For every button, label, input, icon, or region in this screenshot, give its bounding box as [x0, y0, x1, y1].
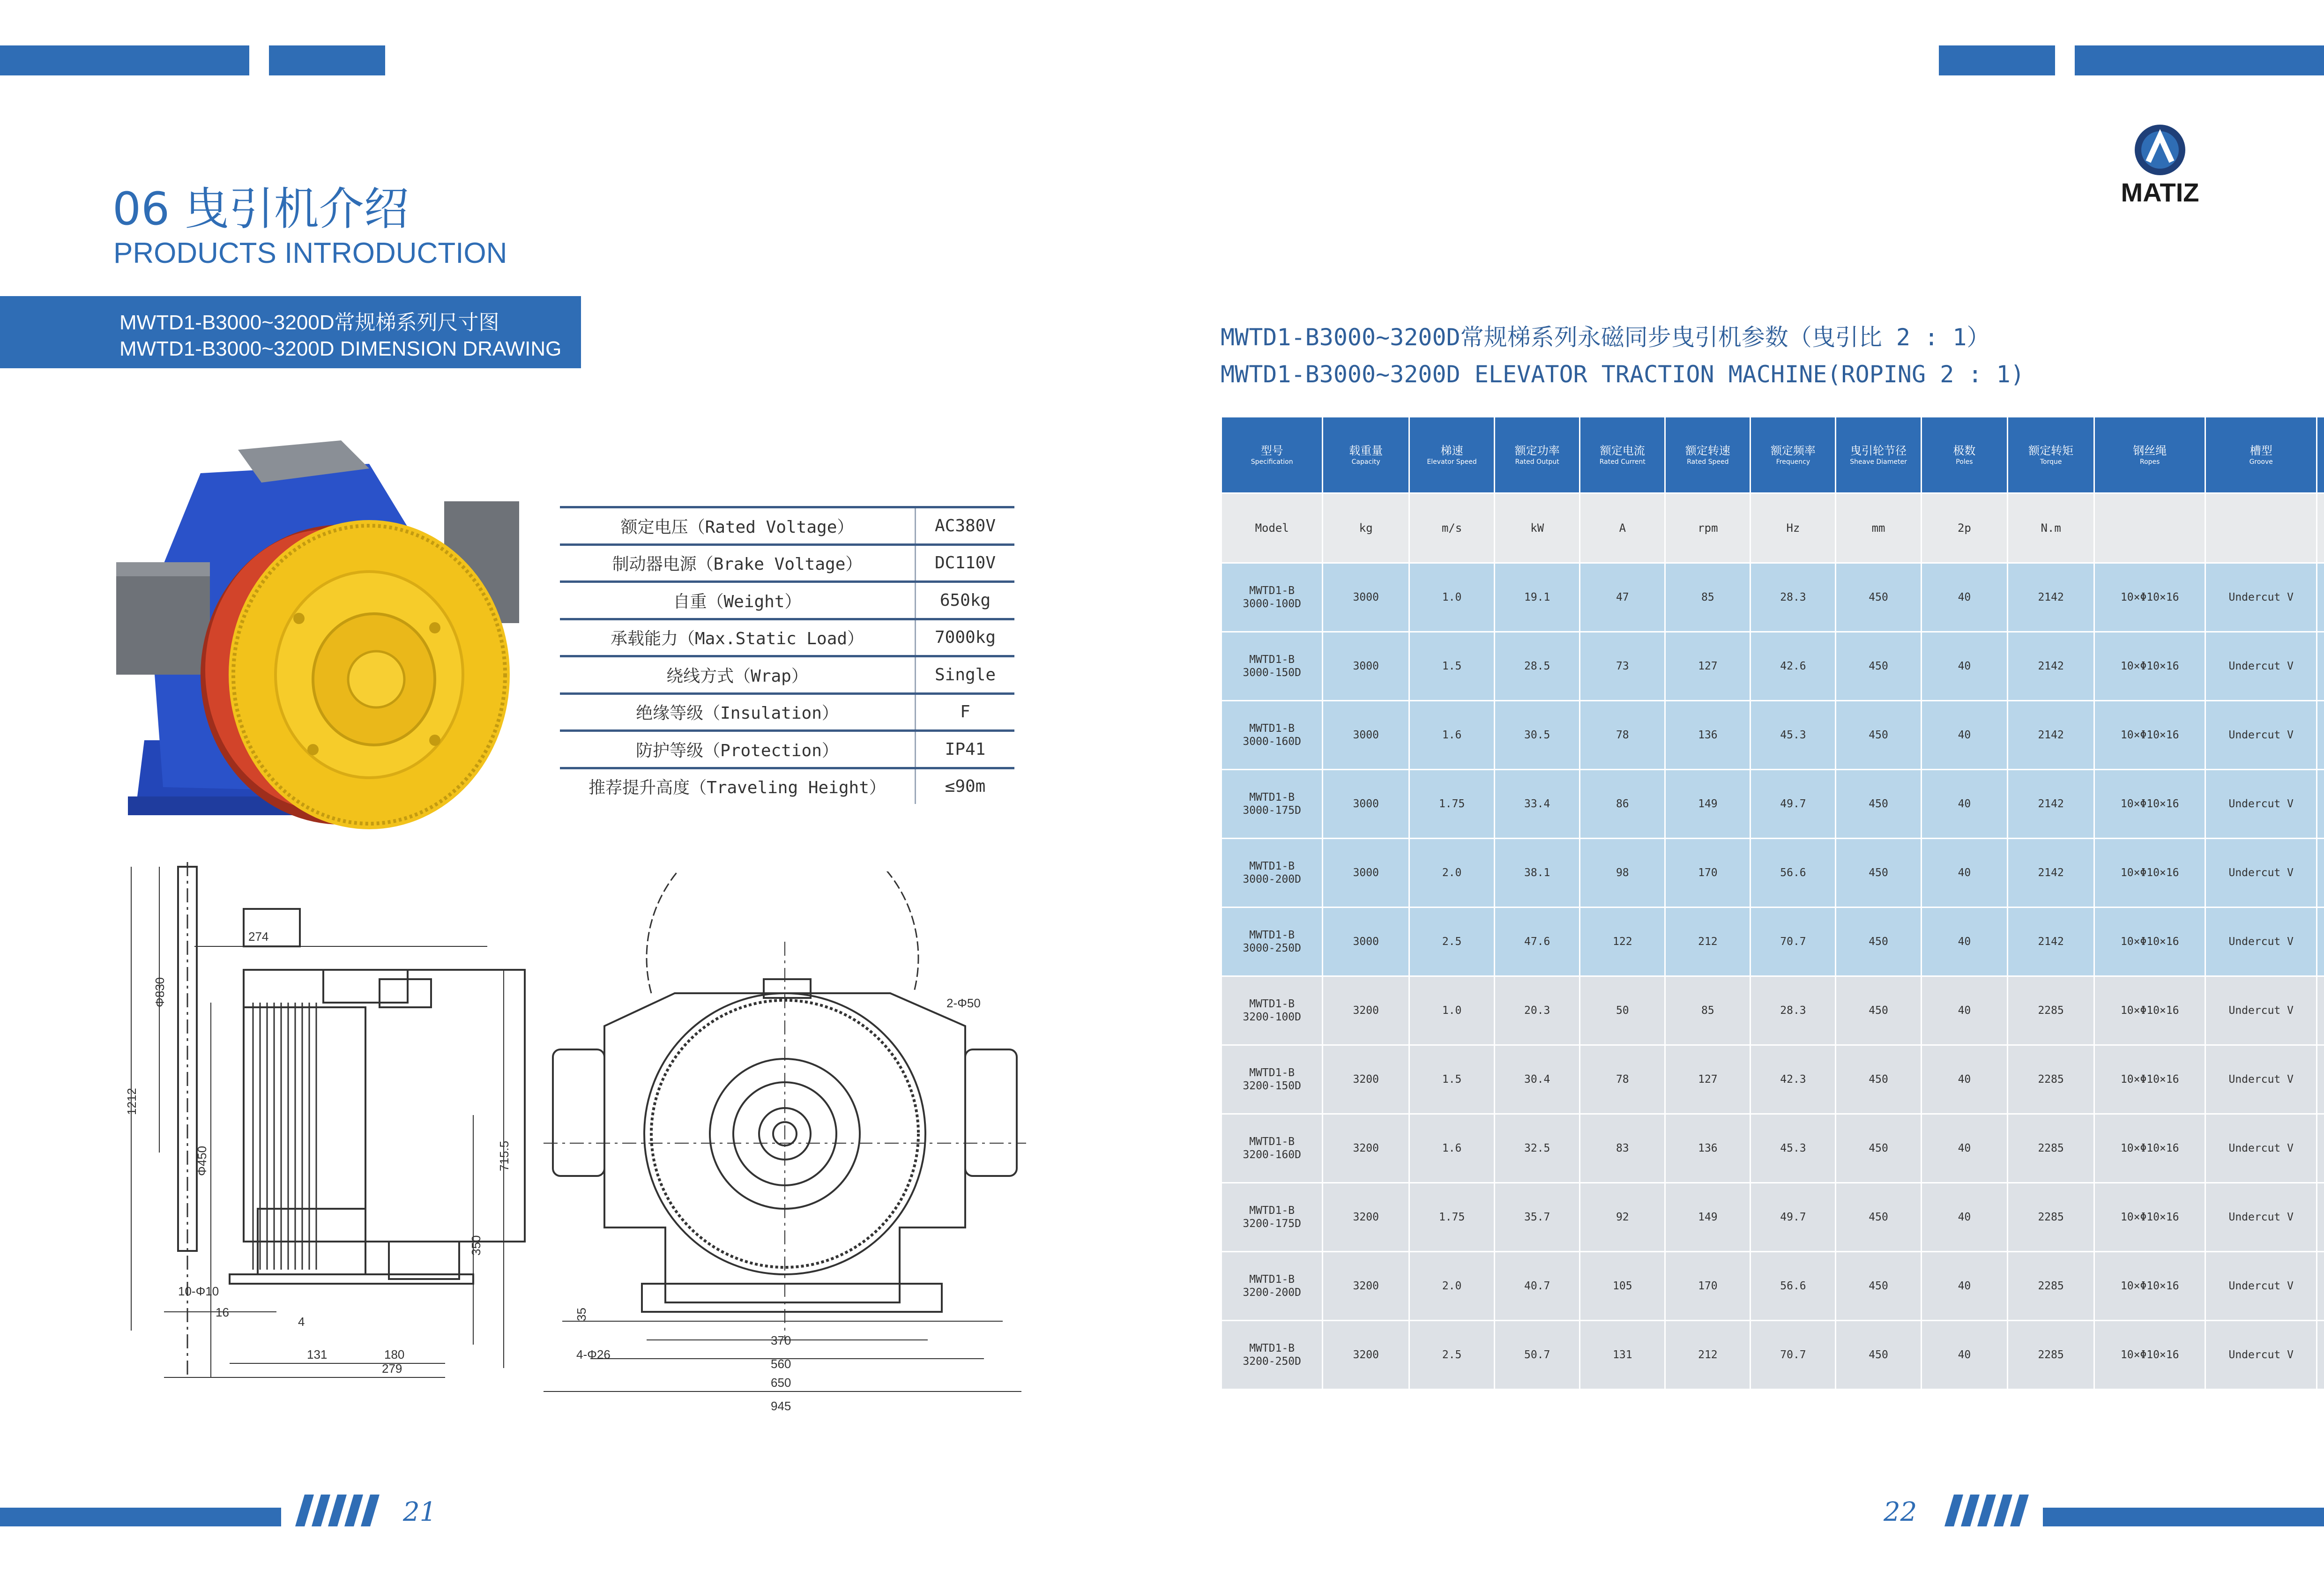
table-cell: 10×Φ10×16 [2094, 770, 2205, 839]
table-cell: 40 [1921, 976, 2008, 1045]
table-cell: Undercut V [2205, 701, 2317, 770]
model-cell [1222, 908, 1323, 976]
table-cell: 70.7 [1750, 1321, 1836, 1390]
table-cell: Undercut V [2205, 839, 2317, 908]
table-cell: 1.75 [1409, 1183, 1495, 1252]
table-cell: 42.6 [1750, 632, 1836, 701]
table-cell: 28.3 [1750, 976, 1836, 1045]
table-cell: Undercut V [2205, 1045, 2317, 1114]
col-header: 槽型 Groove [2205, 417, 2317, 493]
table-cell [2317, 839, 2324, 908]
unit-cell: Hz [1750, 493, 1836, 563]
model-line-2: 3000-150D [1243, 667, 1301, 679]
table-cell: 40 [1921, 839, 2008, 908]
dim-4: 4 [298, 1315, 305, 1329]
col-header: 曳引轮节径 Sheave Diameter [1836, 417, 1921, 493]
table-cell: 1.0 [1409, 563, 1495, 632]
table-cell: 450 [1836, 976, 1921, 1045]
unit-cell: N.m [2008, 493, 2094, 563]
band-title-cn: MWTD1-B3000~3200D常规梯系列尺寸图 [119, 311, 499, 334]
model-line-2: 3200-150D [1243, 1080, 1301, 1092]
spec-value: F [960, 702, 970, 722]
table-cell: Undercut V [2205, 563, 2317, 632]
table-cell: 2.5 [1409, 908, 1495, 976]
model-line-1: MWTD1-B [1249, 1205, 1295, 1217]
table-cell: 2142 [2008, 563, 2094, 632]
model-line-2: 3000-160D [1243, 736, 1301, 748]
model-line-1: MWTD1-B [1249, 998, 1295, 1010]
dim-2-holes: 2-Φ50 [946, 996, 981, 1010]
table-cell: 2142 [2008, 770, 2094, 839]
table-cell: 1.6 [1409, 701, 1495, 770]
model-cell [1222, 1252, 1323, 1321]
table-cell: 10×Φ10×16 [2094, 908, 2205, 976]
table-row [1222, 1114, 2324, 1183]
table-cell: 83 [1580, 1114, 1665, 1183]
unit-cell: 2p [1921, 493, 2008, 563]
unit-cell: Model [1222, 493, 1323, 563]
table-cell: 212 [1665, 908, 1750, 976]
table-cell: 49.7 [1750, 770, 1836, 839]
model-line-2: 3200-160D [1243, 1149, 1301, 1161]
spec-value: 7000kg [934, 628, 996, 647]
table-cell: 42.3 [1750, 1045, 1836, 1114]
top-bar-right-1 [1939, 45, 2055, 75]
table-cell: 122 [1580, 908, 1665, 976]
table-cell: 2142 [2008, 632, 2094, 701]
spec-row [560, 657, 1014, 695]
table-cell: 56.6 [1750, 839, 1836, 908]
table-cell: 92 [1580, 1183, 1665, 1252]
table-cell: 10×Φ10×16 [2094, 1045, 2205, 1114]
spec-label: 自重（Weight） [560, 583, 916, 618]
dim-279: 279 [382, 1361, 402, 1376]
spec-label: 额定电压（Rated Voltage） [560, 508, 916, 543]
unit-cell [2205, 493, 2317, 563]
table-cell: 3000 [1323, 701, 1409, 770]
model-cell [1222, 632, 1323, 701]
footer-stripes-left [0, 1495, 389, 1527]
table-cell: 45.3 [1750, 701, 1836, 770]
table-cell: 2285 [2008, 1183, 2094, 1252]
unit-cell: kW [1495, 493, 1580, 563]
table-cell: 450 [1836, 563, 1921, 632]
spec-row [560, 769, 1014, 804]
table-row [1222, 1252, 2324, 1321]
table-cell: 70.7 [1750, 908, 1836, 976]
unit-cell [2317, 493, 2324, 563]
model-cell [1222, 1045, 1323, 1114]
table-cell: 40 [1921, 770, 2008, 839]
model-line-2: 3200-175D [1243, 1218, 1301, 1230]
table-cell: 3000 [1323, 770, 1409, 839]
dim-1212: 1212 [125, 1088, 139, 1115]
brake-left [116, 562, 210, 675]
table-cell: 450 [1836, 770, 1921, 839]
col-header: 钢丝绳 Ropes [2094, 417, 2205, 493]
table-cell: Undercut V [2205, 1321, 2317, 1390]
side-view-drawing [117, 853, 539, 1387]
dim-4-holes: 4-Φ26 [576, 1347, 611, 1361]
model-line-2: 3200-200D [1243, 1287, 1301, 1299]
table-cell: 10×Φ10×16 [2094, 632, 2205, 701]
footer-stripes-right [1935, 1495, 2324, 1527]
spec-row [560, 508, 1014, 546]
spec-table [560, 506, 1014, 804]
table-cell: 10×Φ10×16 [2094, 1321, 2205, 1390]
table-cell: 10×Φ10×16 [2094, 1252, 2205, 1321]
table-cell: 32.5 [1495, 1114, 1580, 1183]
model-line-2: 3000-200D [1243, 873, 1301, 885]
model-cell [1222, 1321, 1323, 1390]
table-cell: 450 [1836, 701, 1921, 770]
table-cell: 3000 [1323, 839, 1409, 908]
model-line-1: MWTD1-B [1249, 654, 1295, 666]
table-cell: 170 [1665, 1252, 1750, 1321]
model-line-1: MWTD1-B [1249, 791, 1295, 803]
table-cell [2317, 1321, 2324, 1390]
model-cell [1222, 701, 1323, 770]
col-header: 型号 Specification [1222, 417, 1323, 493]
table-cell [2317, 632, 2324, 701]
table-cell: 2.5 [1409, 1321, 1495, 1390]
header-row [1222, 417, 2324, 493]
table-cell: 40 [1921, 908, 2008, 976]
model-line-2: 3000-175D [1243, 804, 1301, 817]
table-cell: Undercut V [2205, 770, 2317, 839]
table-cell: 30.5 [1495, 701, 1580, 770]
table-cell: 136 [1665, 701, 1750, 770]
table-cell: 10×Φ10×16 [2094, 563, 2205, 632]
table-cell: 450 [1836, 632, 1921, 701]
model-line-2: 3000-250D [1243, 942, 1301, 954]
model-line-1: MWTD1-B [1249, 722, 1295, 735]
params-title-cn: MWTD1-B3000~3200D常规梯系列永磁同步曳引机参数（曳引比 2 : 1） [1221, 324, 1990, 351]
top-bar-left-1 [0, 45, 249, 75]
table-cell: 85 [1665, 563, 1750, 632]
spec-value: Single [934, 665, 996, 684]
table-cell: 85 [1665, 976, 1750, 1045]
table-cell: 3000 [1323, 908, 1409, 976]
table-cell: 56.6 [1750, 1252, 1836, 1321]
table-cell: 2285 [2008, 1321, 2094, 1390]
col-header: 载重量 Capacity [1323, 417, 1409, 493]
dim-16: 16 [216, 1305, 229, 1319]
table-cell: 1.5 [1409, 632, 1495, 701]
table-cell: 2285 [2008, 976, 2094, 1045]
unit-cell: mm [1836, 493, 1921, 563]
model-cell [1222, 770, 1323, 839]
table-cell: 38.1 [1495, 839, 1580, 908]
table-cell: 3200 [1323, 1252, 1409, 1321]
col-header: 极数 Poles [1921, 417, 2008, 493]
table-cell: 30.4 [1495, 1045, 1580, 1114]
table-cell: 47.6 [1495, 908, 1580, 976]
unit-cell: rpm [1665, 493, 1750, 563]
page-number-left: 21 [403, 1497, 437, 1527]
table-cell: 35.7 [1495, 1183, 1580, 1252]
table-row [1222, 839, 2324, 908]
top-bar-left-2 [269, 45, 385, 75]
logo-text: MATIZ [2121, 178, 2199, 207]
table-cell: 10×Φ10×16 [2094, 1114, 2205, 1183]
col-header: 额定转矩 Torque [2008, 417, 2094, 493]
table-cell: 20.3 [1495, 976, 1580, 1045]
unit-cell [2094, 493, 2205, 563]
spec-label: 承载能力（Max.Static Load） [560, 620, 916, 655]
model-line-2: 3200-100D [1243, 1011, 1301, 1023]
band-title-en: MWTD1-B3000~3200D DIMENSION DRAWING [119, 337, 562, 360]
table-cell: 3000 [1323, 563, 1409, 632]
table-row [1222, 908, 2324, 976]
dim-10-holes: 10-Φ10 [178, 1284, 219, 1298]
table-cell: 10×Φ10×16 [2094, 839, 2205, 908]
table-row [1222, 1321, 2324, 1390]
table-cell: 33.4 [1495, 770, 1580, 839]
matiz-logo [2099, 122, 2221, 216]
table-cell: 78 [1580, 1045, 1665, 1114]
table-cell: 40 [1921, 1114, 2008, 1183]
table-cell: 1.6 [1409, 1114, 1495, 1183]
spec-value: ≤90m [945, 777, 986, 796]
dim-131: 131 [307, 1347, 328, 1361]
table-cell: Undercut V [2205, 1183, 2317, 1252]
table-row [1222, 1183, 2324, 1252]
spec-value: 650kg [939, 590, 991, 610]
table-cell: Undercut V [2205, 1252, 2317, 1321]
model-line-1: MWTD1-B [1249, 860, 1295, 872]
table-cell: 28.5 [1495, 632, 1580, 701]
col-header: 额定频率 Frequency [1750, 417, 1836, 493]
table-cell: 10×Φ10×16 [2094, 976, 2205, 1045]
model-line-1: MWTD1-B [1249, 585, 1295, 597]
table-row [1222, 563, 2324, 632]
spec-label: 制动器电源（Brake Voltage） [560, 546, 916, 581]
table-cell [2317, 563, 2324, 632]
table-cell: 1.5 [1409, 1045, 1495, 1114]
dim-715: 715.5 [497, 1140, 511, 1171]
model-line-1: MWTD1-B [1249, 929, 1295, 941]
traction-machine-render [107, 431, 529, 834]
table-cell: 47 [1580, 563, 1665, 632]
dim-180: 180 [384, 1347, 405, 1361]
col-header [2317, 417, 2324, 493]
table-row [1222, 770, 2324, 839]
table-cell [2317, 1183, 2324, 1252]
dim-945: 945 [771, 1399, 791, 1413]
table-cell: 2.0 [1409, 1252, 1495, 1321]
page-number-right: 22 [1884, 1497, 1917, 1527]
table-cell: 78 [1580, 701, 1665, 770]
table-cell: Undercut V [2205, 632, 2317, 701]
table-cell [2317, 1045, 2324, 1114]
table-cell: 10×Φ10×16 [2094, 1183, 2205, 1252]
table-row [1222, 632, 2324, 701]
page-subtitle: PRODUCTS INTRODUCTION [113, 237, 507, 269]
units-row [1222, 493, 2324, 563]
table-cell: 40 [1921, 1252, 2008, 1321]
table-cell: 2285 [2008, 1114, 2094, 1183]
table-cell: Undercut V [2205, 976, 2317, 1045]
unit-cell: kg [1323, 493, 1409, 563]
model-line-1: MWTD1-B [1249, 1273, 1295, 1286]
spec-row [560, 620, 1014, 658]
table-row [1222, 701, 2324, 770]
model-cell [1222, 563, 1323, 632]
table-cell: 49.7 [1750, 1183, 1836, 1252]
table-cell: 450 [1836, 1183, 1921, 1252]
page-title: 06 曳引机介绍 [112, 183, 409, 235]
spec-row [560, 546, 1014, 583]
dim-560: 560 [771, 1357, 791, 1371]
table-cell: 40 [1921, 1321, 2008, 1390]
table-cell: 98 [1580, 839, 1665, 908]
model-cell [1222, 1114, 1323, 1183]
model-line-2: 3000-100D [1243, 598, 1301, 610]
spec-row [560, 732, 1014, 769]
dim-370: 370 [771, 1333, 791, 1347]
table-cell: 127 [1665, 632, 1750, 701]
spec-label: 绕线方式（Wrap） [560, 657, 916, 692]
table-row [1222, 976, 2324, 1045]
front-view-drawing [534, 871, 1031, 1424]
table-cell [2317, 908, 2324, 976]
table-cell: 40 [1921, 701, 2008, 770]
table-cell: 170 [1665, 839, 1750, 908]
table-cell: 40.7 [1495, 1252, 1580, 1321]
model-cell [1222, 839, 1323, 908]
col-header: 额定转速 Rated Speed [1665, 417, 1750, 493]
table-cell [2317, 1114, 2324, 1183]
spec-value: DC110V [934, 553, 996, 573]
table-cell: 1.75 [1409, 770, 1495, 839]
table-cell: 50.7 [1495, 1321, 1580, 1390]
dim-274: 274 [248, 930, 269, 944]
table-cell: 2285 [2008, 1252, 2094, 1321]
col-header: 额定功率 Rated Output [1495, 417, 1580, 493]
spec-label: 推荐提升高度（Traveling Height） [560, 769, 916, 804]
dim-35: 35 [574, 1308, 588, 1321]
table-cell: 45.3 [1750, 1114, 1836, 1183]
dim-650: 650 [771, 1376, 791, 1390]
table-cell: 450 [1836, 839, 1921, 908]
table-cell: 40 [1921, 1045, 2008, 1114]
spec-label: 绝缘等级（Insulation） [560, 695, 916, 730]
params-table [1221, 416, 2324, 1390]
table-cell: 28.3 [1750, 563, 1836, 632]
table-cell: Undercut V [2205, 1114, 2317, 1183]
dim-diameter-450: Φ450 [195, 1146, 209, 1176]
dim-350: 350 [469, 1235, 483, 1256]
model-line-2: 3200-250D [1243, 1355, 1301, 1368]
col-header: 梯速 Elevator Speed [1409, 417, 1495, 493]
table-cell: 2142 [2008, 839, 2094, 908]
spec-label: 防护等级（Protection） [560, 732, 916, 767]
top-bar-right-2 [2075, 45, 2324, 75]
table-cell: Undercut V [2205, 908, 2317, 976]
col-header: 额定电流 Rated Current [1580, 417, 1665, 493]
table-cell: 73 [1580, 632, 1665, 701]
table-cell: 40 [1921, 563, 2008, 632]
table-cell: 450 [1836, 1252, 1921, 1321]
table-cell: 212 [1665, 1321, 1750, 1390]
table-cell [2317, 701, 2324, 770]
model-line-1: MWTD1-B [1249, 1136, 1295, 1148]
table-cell [2317, 770, 2324, 839]
table-cell: 3000 [1323, 632, 1409, 701]
model-line-1: MWTD1-B [1249, 1342, 1295, 1354]
table-cell: 3200 [1323, 1183, 1409, 1252]
model-cell [1222, 976, 1323, 1045]
table-cell: 131 [1580, 1321, 1665, 1390]
table-cell: 3200 [1323, 1321, 1409, 1390]
table-cell: 450 [1836, 1045, 1921, 1114]
section-band [0, 296, 581, 368]
table-cell: 127 [1665, 1045, 1750, 1114]
unit-cell: m/s [1409, 493, 1495, 563]
table-cell: 105 [1580, 1252, 1665, 1321]
table-cell: 2.0 [1409, 839, 1495, 908]
table-cell: 1.0 [1409, 976, 1495, 1045]
table-cell: 40 [1921, 632, 2008, 701]
table-cell: 3200 [1323, 1114, 1409, 1183]
table-cell: 149 [1665, 770, 1750, 839]
params-title-en: MWTD1-B3000~3200D ELEVATOR TRACTION MACHINE(ROPING 2 : 1) [1221, 361, 2025, 388]
table-cell: 86 [1580, 770, 1665, 839]
table-cell: 19.1 [1495, 563, 1580, 632]
table-cell: 3200 [1323, 1045, 1409, 1114]
spec-row [560, 583, 1014, 620]
table-cell: 50 [1580, 976, 1665, 1045]
spec-value: IP41 [945, 739, 986, 759]
model-cell [1222, 1183, 1323, 1252]
table-cell: 10×Φ10×16 [2094, 701, 2205, 770]
table-cell: 136 [1665, 1114, 1750, 1183]
table-cell: 149 [1665, 1183, 1750, 1252]
table-cell: 40 [1921, 1183, 2008, 1252]
spec-value: AC380V [934, 516, 996, 536]
spec-row [560, 695, 1014, 732]
dim-diameter-830: Φ830 [153, 977, 167, 1007]
unit-cell: A [1580, 493, 1665, 563]
model-line-1: MWTD1-B [1249, 1067, 1295, 1079]
table-cell: 2142 [2008, 701, 2094, 770]
table-cell: 450 [1836, 908, 1921, 976]
table-cell [2317, 1252, 2324, 1321]
table-cell: 450 [1836, 1321, 1921, 1390]
table-cell: 3200 [1323, 976, 1409, 1045]
table-row [1222, 1045, 2324, 1114]
table-cell: 2285 [2008, 1045, 2094, 1114]
table-cell [2317, 976, 2324, 1045]
table-cell: 450 [1836, 1114, 1921, 1183]
table-cell: 2142 [2008, 908, 2094, 976]
